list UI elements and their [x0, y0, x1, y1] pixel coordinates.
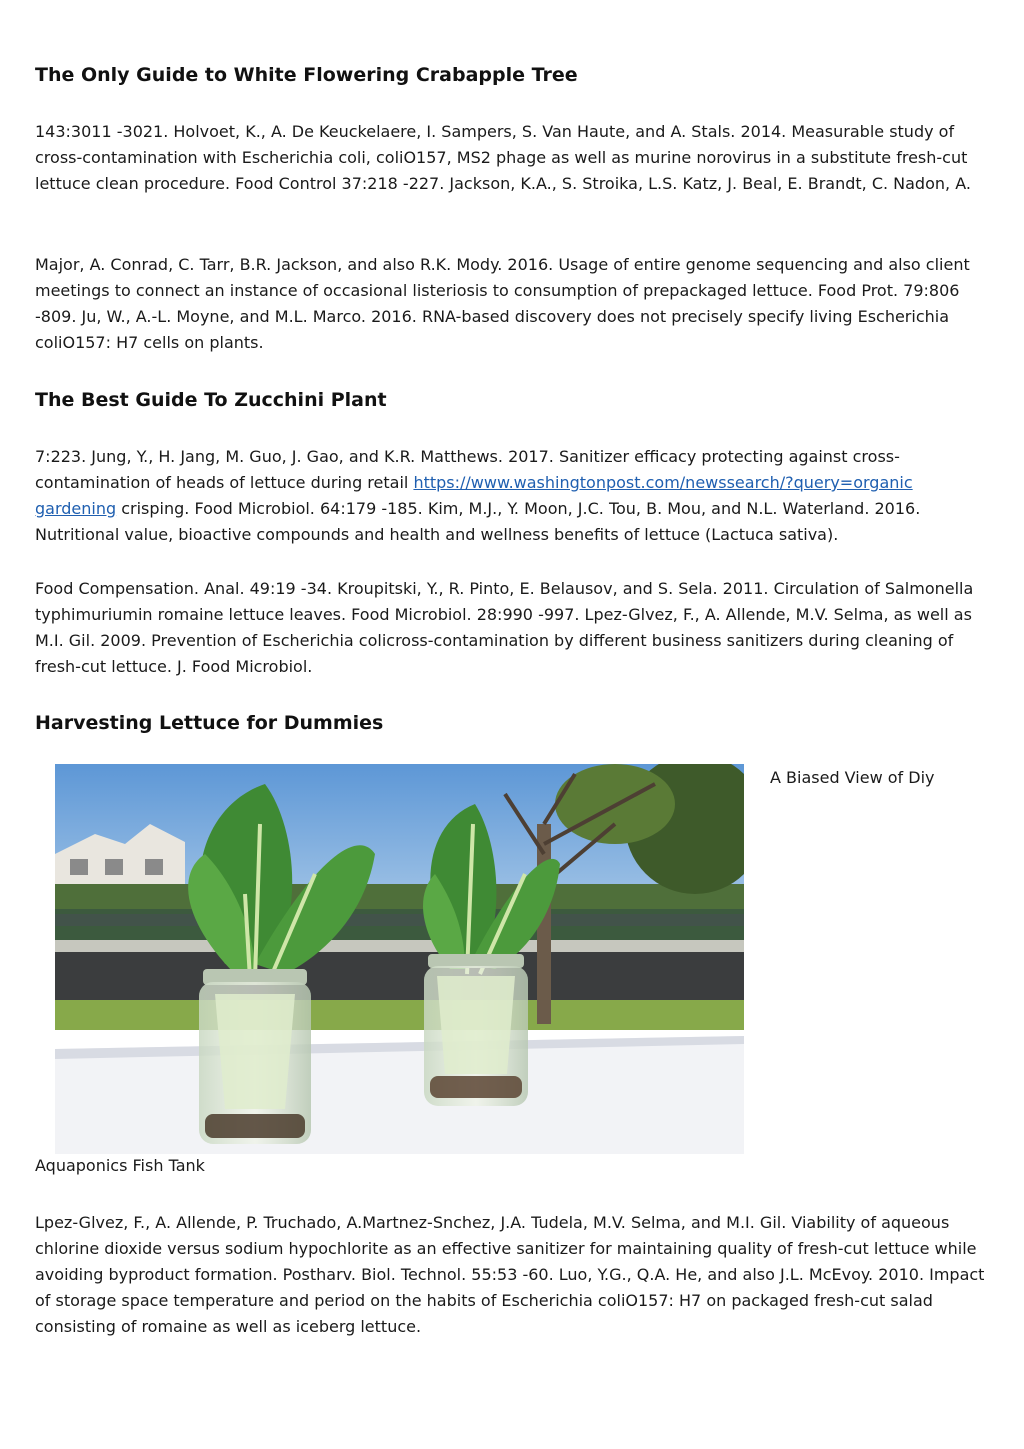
section-heading-zucchini: The Best Guide To Zucchini Plant: [35, 389, 387, 411]
section-heading-harvesting: Harvesting Lettuce for Dummies: [35, 712, 384, 734]
paragraph-lopez-galvez: Lpez-Glvez, F., A. Allende, P. Truchado, A.Martnez-Snchez, J.A. Tudela, M.V. Selma, and M.I. Gil. Viability of aqueous chlorine dioxide versus sodium hypochlorite as an effective sanitizer for maintaining quality of fresh-cut lettuce while avoiding byproduct formation. Postharv. Biol. Technol. 55:53 -60. Luo, Y.G., Q.A. He, and also J.L. McEvoy. 2010. Impact of storage space temperature and period on the habits of Escherichia coliO157: H7 on packaged fresh-cut salad consisting of romaine as well as iceberg lettuce.: [35, 1213, 985, 1336]
lettuce-jars-photo: [55, 764, 744, 1154]
paragraph-jung-text-after: crisping. Food Microbiol. 64:179 -185. Kim, M.J., Y. Moon, J.C. Tou, B. Mou, and N.L. Waterland. 2016. Nutritional value, bioactive compounds and health and wellness benefits of lettuce (Lactuca sativa).: [35, 499, 921, 544]
paragraph-jung-text-before: 7:223. Jung, Y., H. Jang, M. Guo, J. Gao, and K.R. Matthews. 2017. Sanitizer efficacy protecting against cross-contamination of heads of lettuce during retail: [35, 447, 900, 492]
section-heading-crabapple: The Only Guide to White Flowering Crabapple Tree: [35, 64, 578, 86]
side-caption: A Biased View of Diy: [770, 768, 935, 787]
paragraph-jung: [35, 444, 995, 548]
paragraph-major: Major, A. Conrad, C. Tarr, B.R. Jackson, and also R.K. Mody. 2016. Usage of entire genome sequencing and also client meetings to connect an instance of occasional listeriosis to consumption of prepackaged lettuce. Food Prot. 79:806 -809. Ju, W., A.-L. Moyne, and M.L. Marco. 2016. RNA-based discovery does not precisely specify living Escherichia coliO157: H7 cells on plants.: [35, 255, 970, 352]
paragraph-food-compensation: Food Compensation. Anal. 49:19 -34. Kroupitski, Y., R. Pinto, E. Belausov, and S. Sela. 2011. Circulation of Salmonella typhimuriumin romaine lettuce leaves. Food Microbiol. 28:990 -997. Lpez-Glvez, F., A. Allende, M.V. Selma, as well as M.I. Gil. 2009. Prevention of Escherichia colicross-contamination by different business sanitizers during cleaning of fresh-cut lettuce. J. Food Microbiol.: [35, 579, 974, 676]
image-caption: Aquaponics Fish Tank: [35, 1156, 205, 1175]
paragraph-holvoet: 143:3011 -3021. Holvoet, K., A. De Keuckelaere, I. Sampers, S. Van Haute, and A. Stals. 2014. Measurable study of cross-contamination with Escherichia coli, coliO157, MS2 phage as well as murine norovirus in a substitute fresh-cut lettuce clean procedure. Food Control 37:218 -227. Jackson, K.A., S. Stroika, L.S. Katz, J. Beal, E. Brandt, C. Nadon, A.: [35, 122, 971, 193]
washingtonpost-link[interactable]: https://www.washingtonpost.com/newssearch/?query=organic gardening: [35, 473, 913, 518]
